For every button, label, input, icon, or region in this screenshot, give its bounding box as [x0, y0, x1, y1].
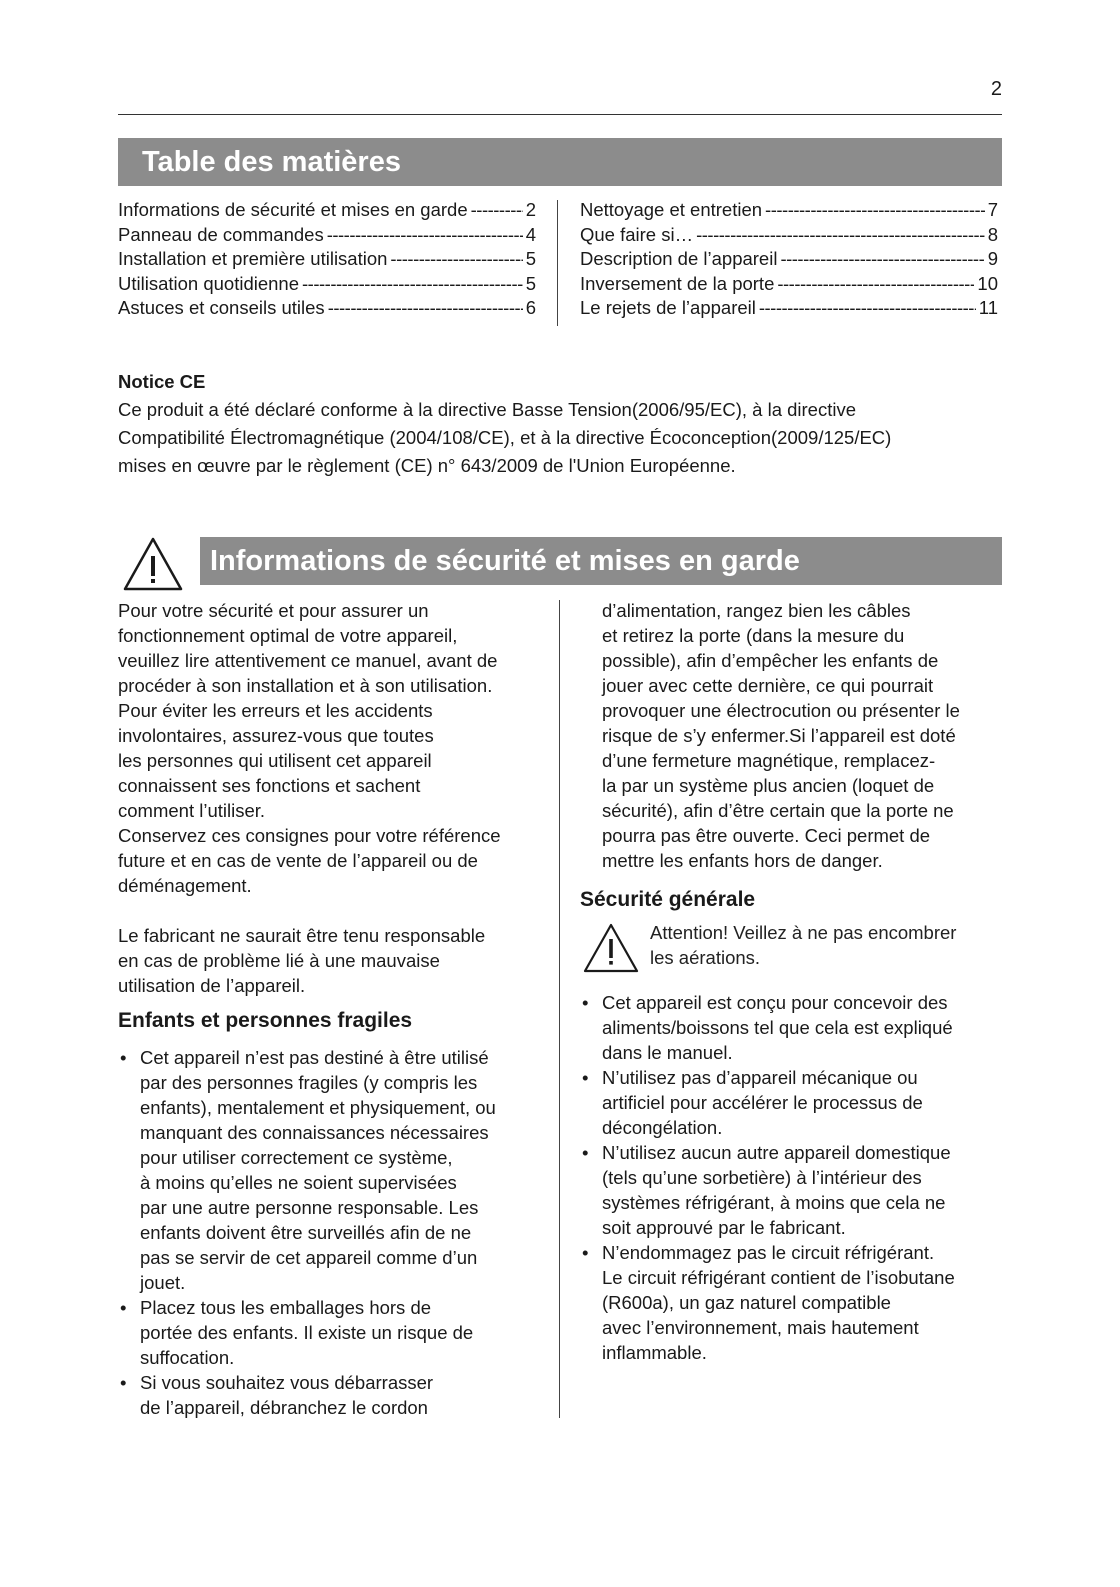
attention-note: Attention! Veillez à ne pas encombrer les aérations.: [580, 920, 1000, 976]
list-item: • N’endommagez pas le circuit réfrigérant. Le circuit réfrigérant contient de l’isobutane (R600a), un gaz naturel compatible avec l’environnement, mais hautement inflammable.: [580, 1240, 1000, 1365]
notice-line: Compatibilité Électromagnétique (2004/108/CE), et à la directive Écoconception(2009/125/EC): [118, 427, 892, 448]
toc-entry[interactable]: Nettoyage et entretien ----- 7: [580, 198, 998, 223]
toc-entry[interactable]: Installation et première utilisation ----- 5: [118, 247, 536, 272]
toc-entry[interactable]: Informations de sécurité et mises en garde ----- 2: [118, 198, 536, 223]
toc-left-column: [118, 198, 536, 321]
column-divider: [559, 600, 560, 1418]
ce-notice: [118, 368, 1018, 480]
toc-right-column: [580, 198, 998, 321]
manufacturer-paragraph: Le fabricant ne saurait être tenu responsable en cas de problème lié à une mauvaise utilisation de l’appareil.: [118, 925, 486, 996]
toc-entry[interactable]: Description de l’appareil ----- 9: [580, 247, 998, 272]
toc-title: Table des matières: [118, 138, 1002, 186]
notice-title: Notice CE: [118, 371, 206, 392]
list-item: • Placez tous les emballages hors de portée des enfants. Il existe un risque de suffocation.: [118, 1295, 548, 1370]
list-item: • N’utilisez pas d’appareil mécanique ou artificiel pour accélérer le processus de décongélation.: [580, 1065, 1000, 1140]
notice-line: mises en œuvre par le règlement (CE) n° 643/2009 de l'Union Européenne.: [118, 455, 736, 476]
notice-line: Ce produit a été déclaré conforme à la directive Basse Tension(2006/95/EC), à la directive: [118, 399, 857, 420]
toc-entry[interactable]: Que faire si… ----- 8: [580, 223, 998, 248]
toc-divider: [557, 200, 558, 326]
warning-icon: [582, 922, 640, 974]
page-number: 2: [990, 78, 1002, 100]
list-item: • Cet appareil est conçu pour concevoir des aliments/boissons tel que cela est expliqué dans le manuel.: [580, 990, 1000, 1065]
intro-paragraph: Pour votre sécurité et pour assurer un fonctionnement optimal de votre appareil, veuillez lire attentivement ce manuel, avant de procéder à son installation et à son utilisation. Pour éviter les erreurs et les accidents involontaires, assurez-vous que toutes les personnes qui utilisent cet appareil connaissent ses fonctions et sachent comment l’utiliser. Conservez ces consignes pour votre référence future et en cas de vente de l’appareil ou de déménagement.: [118, 600, 501, 896]
list-item: • Si vous souhaitez vous débarrasser de l’appareil, débranchez le cordon: [118, 1370, 548, 1420]
safety-right-column: [580, 598, 1000, 1365]
list-item: • Cet appareil n’est pas destiné à être utilisé par des personnes fragiles (y compris les enfants), mentalement et physiquement, ou manquant des connaissances nécessaires pour utiliser correctement ce système, à moins qu’elles ne soient supervisées par une autre personne responsable. Les enfants doivent être surveillés afin de ne pas se servir de cet appareil comme d’un jouet.: [118, 1045, 548, 1295]
safety-section-title: Informations de sécurité et mises en garde: [200, 537, 1002, 585]
header-rule: [118, 114, 1002, 115]
general-safety-heading: Sécurité générale: [580, 888, 756, 911]
general-safety-list: [580, 990, 1000, 1365]
toc-entry[interactable]: Astuces et conseils utiles ----- 6: [118, 296, 536, 321]
children-list: [118, 1045, 548, 1420]
warning-icon: [122, 536, 184, 592]
safety-left-column: [118, 598, 548, 1420]
continued-bullet-text: d’alimentation, rangez bien les câbles et retirez la porte (dans la mesure du possible), afin d’empêcher les enfants de jouer avec cette dernière, ce qui pourrait provoquer une électrocution ou présenter le risque de s’y enfermer.Si l’appareil est doté d’une fermeture magnétique, remplacez- la par un système plus ancien (loquet de sécurité), afin d’être certain que la porte ne pourra pas être ouverte. Ceci permet de mettre les enfants hors de danger.: [602, 600, 960, 871]
toc-entry[interactable]: Utilisation quotidienne ----- 5: [118, 272, 536, 297]
list-item: • N’utilisez aucun autre appareil domestique (tels qu’une sorbetière) à l’intérieur des systèmes réfrigérant, à moins que cela ne soit approuvé par le fabricant.: [580, 1140, 1000, 1240]
toc-entry[interactable]: Panneau de commandes ----- 4: [118, 223, 536, 248]
toc-entry[interactable]: Inversement de la porte ----- 10: [580, 272, 998, 297]
toc-entry[interactable]: Le rejets de l’appareil ----- 11: [580, 296, 998, 321]
children-heading: Enfants et personnes fragiles: [118, 1009, 413, 1032]
